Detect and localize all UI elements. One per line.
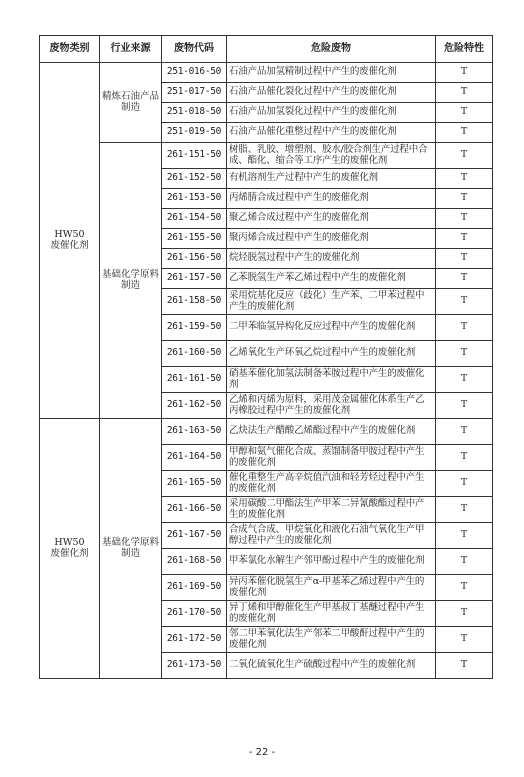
code-cell: 261-151-50: [162, 143, 227, 169]
header-category: 废物类别: [40, 36, 100, 63]
desc-cell: 石油产品加氢精制过程中产生的废催化剂: [227, 63, 436, 83]
category-cell: HW50 废催化剂: [40, 419, 100, 679]
table-row: [40, 63, 493, 83]
header-desc: 危险废物: [227, 36, 436, 63]
code-cell: 261-159-50: [162, 315, 227, 341]
char-cell: T: [436, 103, 493, 123]
code-cell: 251-017-50: [162, 83, 227, 103]
desc-cell: 二氧化硫氧化生产硫酸过程中产生的废催化剂: [227, 653, 436, 679]
code-cell: 261-167-50: [162, 523, 227, 549]
desc-cell: 乙苯脱氢生产苯乙烯过程中产生的废催化剂: [227, 269, 436, 289]
char-cell: T: [436, 209, 493, 229]
source-cell: 基础化学原料制造: [100, 143, 162, 419]
char-cell: T: [436, 497, 493, 523]
category-cell: HW50 废催化剂: [40, 63, 100, 419]
table-row: [40, 143, 493, 169]
char-cell: T: [436, 601, 493, 627]
desc-cell: 乙炔法生产醋酸乙烯酯过程中产生的废催化剂: [227, 419, 436, 445]
header-code: 废物代码: [162, 36, 227, 63]
code-cell: 261-168-50: [162, 549, 227, 575]
code-cell: 261-172-50: [162, 627, 227, 653]
code-cell: 251-016-50: [162, 63, 227, 83]
code-cell: 261-170-50: [162, 601, 227, 627]
code-cell: 261-173-50: [162, 653, 227, 679]
char-cell: T: [436, 445, 493, 471]
code-cell: 261-158-50: [162, 289, 227, 315]
desc-cell: 聚丙烯合成过程中产生的废催化剂: [227, 229, 436, 249]
code-cell: 261-169-50: [162, 575, 227, 601]
char-cell: T: [436, 169, 493, 189]
header-char: 危险特性: [436, 36, 493, 63]
char-cell: T: [436, 471, 493, 497]
code-cell: 261-152-50: [162, 169, 227, 189]
code-cell: 261-154-50: [162, 209, 227, 229]
desc-cell: 硝基苯催化加氢法制备苯胺过程中产生的废催化剂: [227, 367, 436, 393]
char-cell: T: [436, 123, 493, 143]
code-cell: 261-164-50: [162, 445, 227, 471]
desc-cell: 甲醇和氨气催化合成、蒸馏制备甲胺过程中产生的废催化剂: [227, 445, 436, 471]
char-cell: T: [436, 419, 493, 445]
desc-cell: 乙烯和丙烯为原料，采用茂金属催化体系生产乙丙橡胶过程中产生的废催化剂: [227, 393, 436, 419]
char-cell: T: [436, 63, 493, 83]
desc-cell: 聚乙烯合成过程中产生的废催化剂: [227, 209, 436, 229]
desc-cell: 二甲苯临氢异构化反应过程中产生的废催化剂: [227, 315, 436, 341]
code-cell: 261-166-50: [162, 497, 227, 523]
table-row: [40, 419, 493, 445]
char-cell: T: [436, 549, 493, 575]
char-cell: T: [436, 83, 493, 103]
code-cell: 261-153-50: [162, 189, 227, 209]
desc-cell: 石油产品加氢裂化过程中产生的废催化剂: [227, 103, 436, 123]
table-body: [40, 63, 493, 679]
code-cell: 261-157-50: [162, 269, 227, 289]
code-cell: 261-160-50: [162, 341, 227, 367]
page-number: - 22 -: [248, 747, 276, 758]
char-cell: T: [436, 367, 493, 393]
code-cell: 261-162-50: [162, 393, 227, 419]
desc-cell: 采用烷基化反应（歧化）生产苯、二甲苯过程中产生的废催化剂: [227, 289, 436, 315]
desc-cell: 邻二甲苯氧化法生产邻苯二甲酸酐过程中产生的废催化剂: [227, 627, 436, 653]
desc-cell: 烷烃脱氢过程中产生的废催化剂: [227, 249, 436, 269]
char-cell: T: [436, 575, 493, 601]
desc-cell: 异丁烯和甲醇催化生产甲基叔丁基醚过程中产生的废催化剂: [227, 601, 436, 627]
header-source: 行业来源: [100, 36, 162, 63]
char-cell: T: [436, 315, 493, 341]
code-cell: 261-163-50: [162, 419, 227, 445]
desc-cell: 树脂、乳胶、增塑剂、胶水/胶合剂生产过程中合成、酯化、缩合等工序产生的废催化剂: [227, 143, 436, 169]
source-cell: 精炼石油产品制造: [100, 63, 162, 143]
char-cell: T: [436, 523, 493, 549]
header-row: [40, 36, 493, 63]
char-cell: T: [436, 143, 493, 169]
desc-cell: 甲苯氯化水解生产邻甲酚过程中产生的废催化剂: [227, 549, 436, 575]
char-cell: T: [436, 189, 493, 209]
desc-cell: 丙烯腈合成过程中产生的废催化剂: [227, 189, 436, 209]
desc-cell: 催化重整生产高辛烷值汽油和轻芳烃过程中产生的废催化剂: [227, 471, 436, 497]
char-cell: T: [436, 229, 493, 249]
char-cell: T: [436, 653, 493, 679]
desc-cell: 异丙苯催化脱氢生产α-甲基苯乙烯过程中产生的废催化剂: [227, 575, 436, 601]
desc-cell: 有机溶剂生产过程中产生的废催化剂: [227, 169, 436, 189]
char-cell: T: [436, 627, 493, 653]
desc-cell: 石油产品催化重整过程中产生的废催化剂: [227, 123, 436, 143]
source-cell: 基础化学原料制造: [100, 419, 162, 679]
char-cell: T: [436, 269, 493, 289]
code-cell: 261-165-50: [162, 471, 227, 497]
char-cell: T: [436, 393, 493, 419]
hazardous-waste-table: [39, 35, 493, 679]
char-cell: T: [436, 249, 493, 269]
code-cell: 261-156-50: [162, 249, 227, 269]
desc-cell: 石油产品催化裂化过程中产生的废催化剂: [227, 83, 436, 103]
code-cell: 261-155-50: [162, 229, 227, 249]
char-cell: T: [436, 341, 493, 367]
code-cell: 251-018-50: [162, 103, 227, 123]
desc-cell: 采用碳酸二甲酯法生产甲苯二异氰酸酯过程中产生的废催化剂: [227, 497, 436, 523]
desc-cell: 合成气合成、甲烷氧化和液化石油气氧化生产甲醇过程中产生的废催化剂: [227, 523, 436, 549]
char-cell: T: [436, 289, 493, 315]
code-cell: 261-161-50: [162, 367, 227, 393]
desc-cell: 乙烯氧化生产环氧乙烷过程中产生的废催化剂: [227, 341, 436, 367]
code-cell: 251-019-50: [162, 123, 227, 143]
